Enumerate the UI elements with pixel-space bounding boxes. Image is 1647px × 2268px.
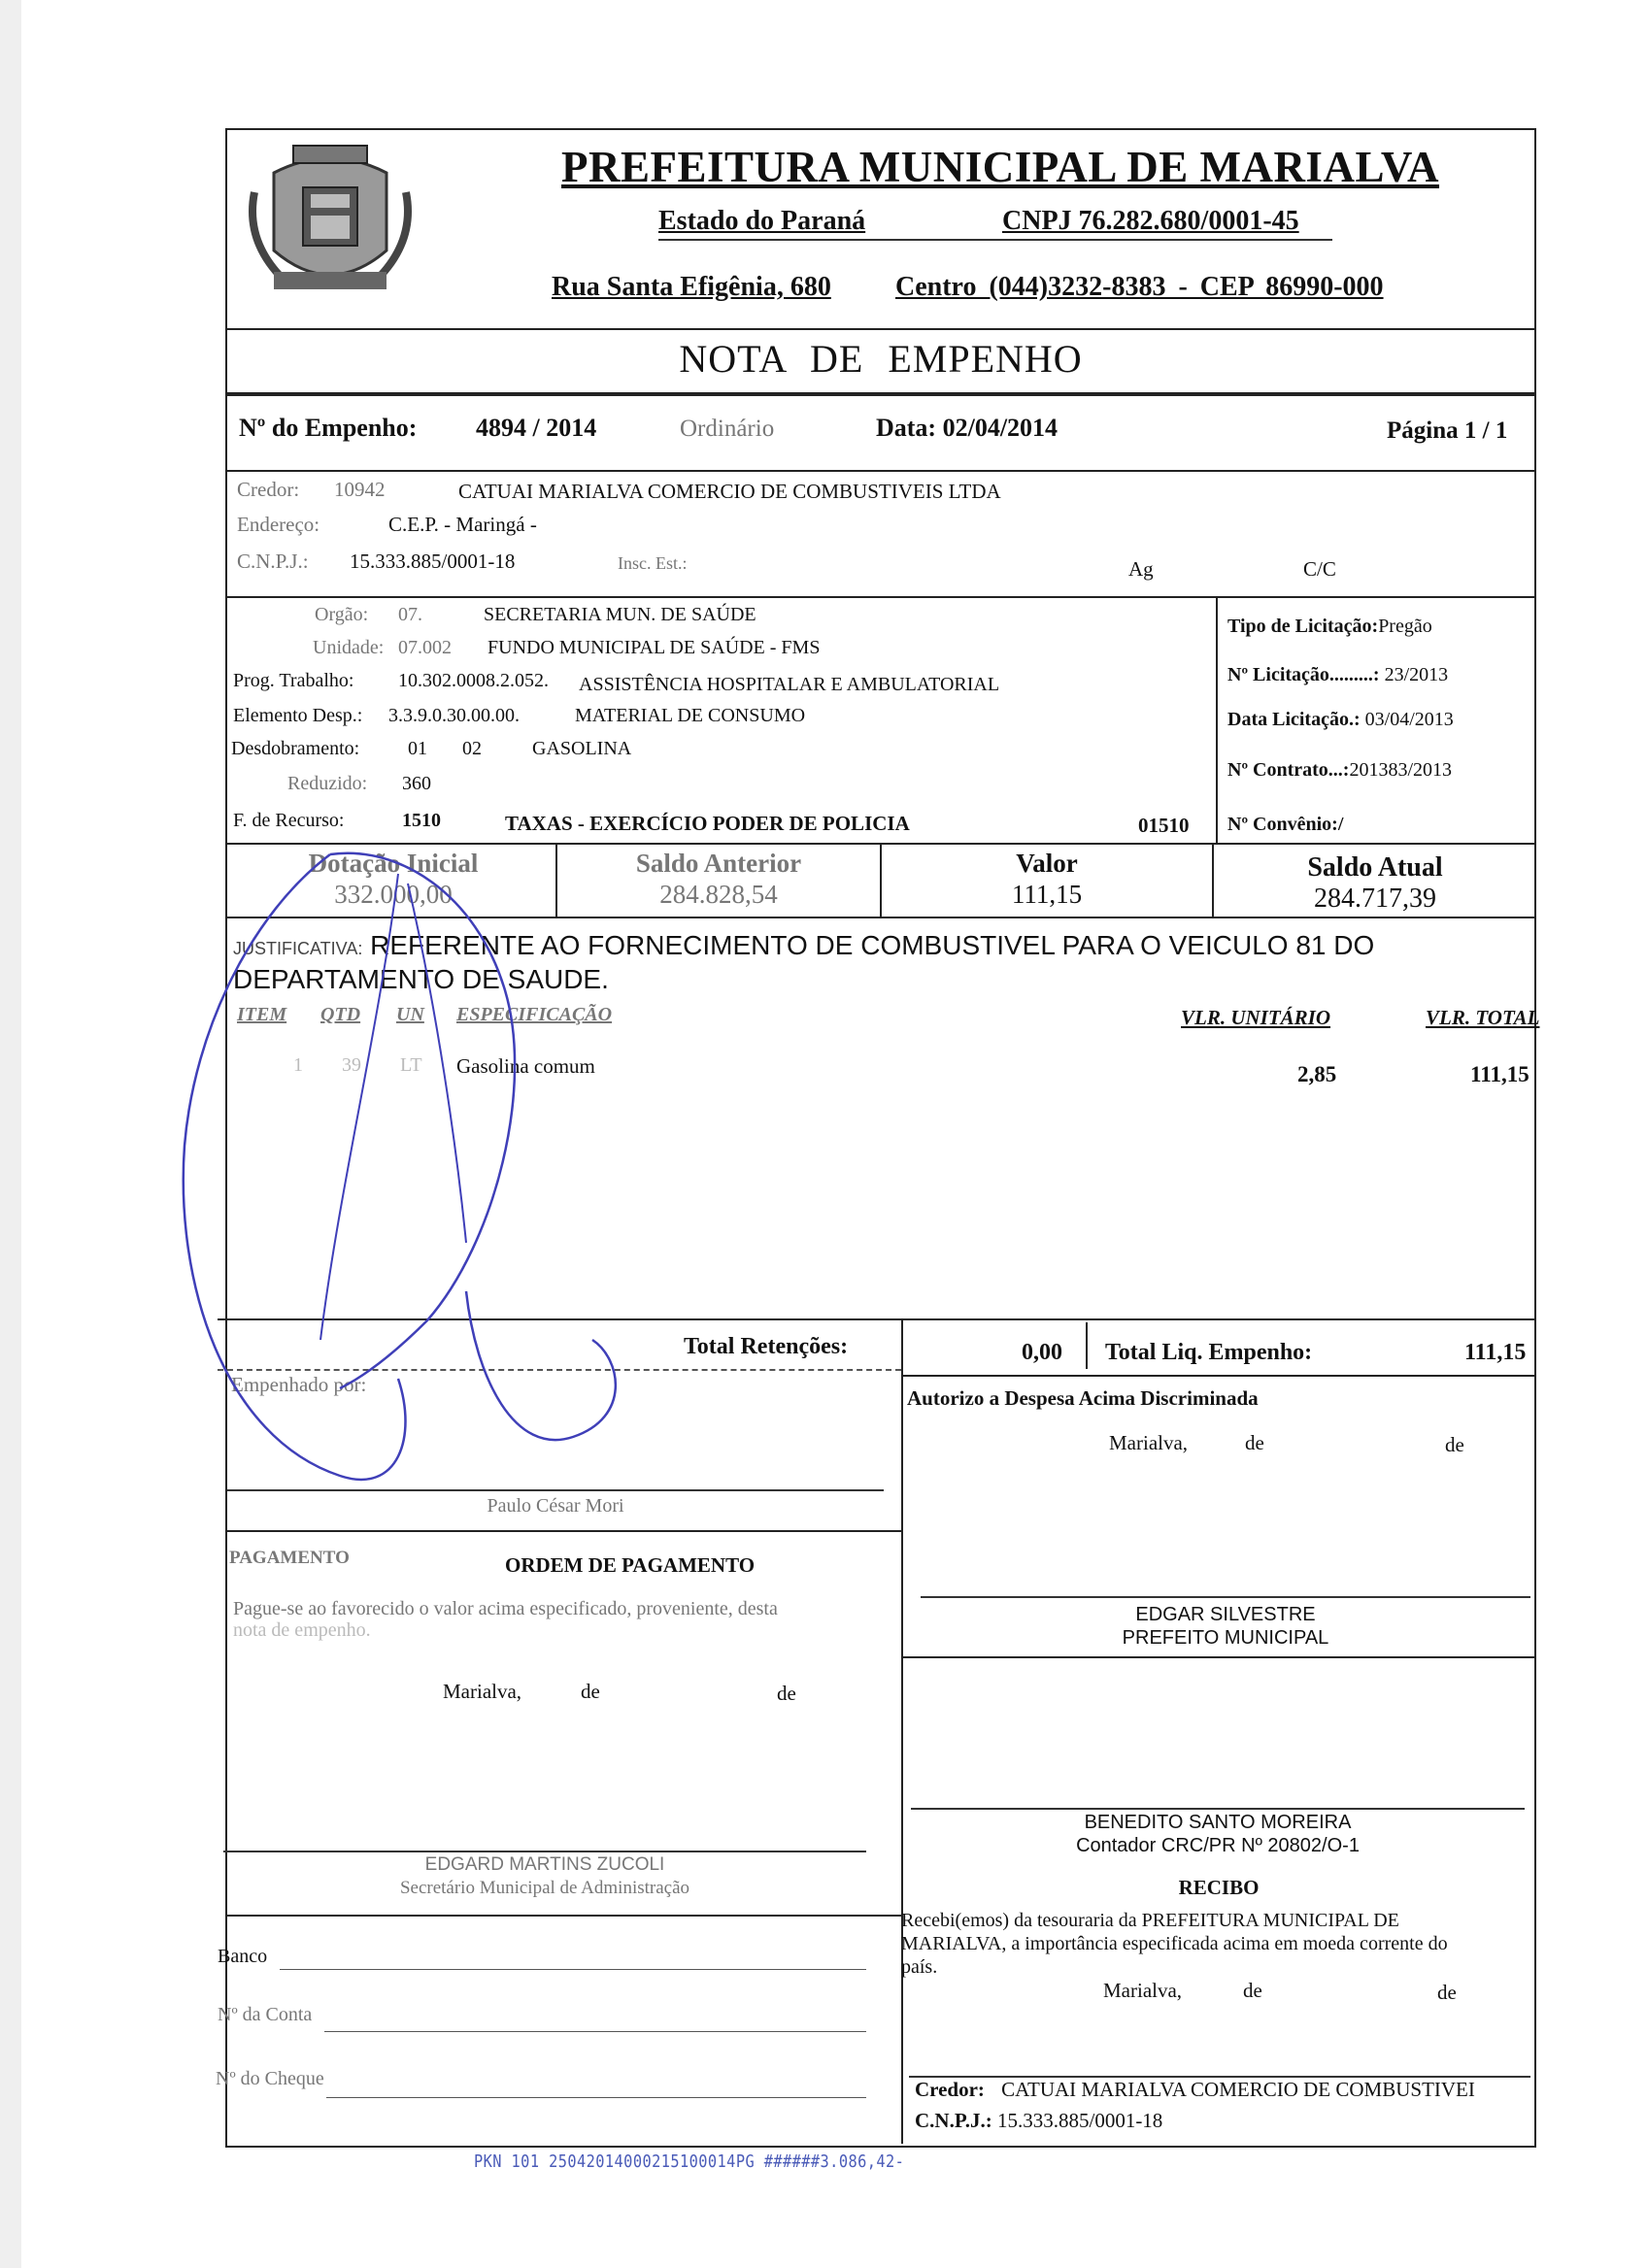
empenhado-label: Empenhado por: [231,1373,367,1396]
fonte-desc: TAXAS - EXERCÍCIO PODER DE POLICIA [505,812,910,835]
empenho-number-label: Nº do Empenho: [239,414,418,442]
valor-value: 111,15 [1011,880,1083,909]
prog-label: Prog. Trabalho: [233,670,354,691]
credor-name: CATUAI MARIALVA COMERCIO DE COMBUSTIVEIS LTDA [458,480,1001,503]
secretary-signature-line [223,1851,866,1852]
justificativa-line2: DEPARTAMENTO DE SAUDE. [233,964,609,994]
conta-label: Nº da Conta [218,2004,313,2025]
contrato-value: 201383/2013 [1349,759,1453,781]
doc-title: NOTA DE EMPENHO [679,337,1083,381]
scan-edge-shadow [0,0,21,2268]
licitacao-tipo-label [1227,616,1432,638]
banco-line [280,1969,866,1970]
item-row-1-un: LT [400,1054,422,1076]
recibo-title: RECIBO [1178,1876,1260,1899]
desdobramento-b: 02 [462,738,482,759]
elemento-code: 3.3.9.0.30.00.00. [388,705,520,726]
recibo-text-2: MARIALVA, a importância especificada acima em moeda corrente do [901,1933,1448,1954]
recibo-text-1: Recebi(emos) da tesouraria da PREFEITURA MUNICIPAL DE [901,1910,1399,1931]
contrato-label [1227,759,1452,782]
atual-value: 284.717,39 [1314,884,1436,914]
item-row-1-item: 1 [293,1054,303,1076]
municipal-coat-of-arms [235,134,425,305]
unidade-code: 07.002 [398,637,452,658]
cheque-label: Nº do Cheque [216,2068,324,2089]
item-row-1-qtd: 39 [342,1054,361,1076]
pagamento-de-1: de [581,1680,600,1703]
unidade-label: Unidade: [313,637,385,658]
col-header-unit: VLR. UNITÁRIO [1181,1006,1331,1029]
secretary-name: EDGARD MARTINS ZUCOLI [424,1854,665,1875]
justificativa [233,930,1374,995]
elemento-label: Elemento Desp.: [233,705,363,726]
ag-label: Ag [1128,557,1154,581]
recibo-credor-line [915,2078,1475,2102]
licitacao-data-label-text: Data Licitação.: [1227,709,1361,730]
recibo-de-1: de [1243,1979,1262,2002]
address-value: C.E.P. - Maringá - [388,513,537,536]
credor-cnpj: 15.333.885/0001-18 [350,550,516,573]
recibo-cnpj-label: C.N.P.J.: [915,2109,992,2132]
header-cnpj: CNPJ 76.282.680/0001-45 [1002,206,1299,236]
empenho-type: Ordinário [680,416,775,442]
licitacao-data: 03/04/2013 [1364,709,1454,730]
recibo-cnpj-line [915,2109,1162,2133]
pagamento-text-1: Pague-se ao favorecido o valor acima especificado, proveniente, desta [233,1598,778,1619]
rule-credor-bottom [225,596,1536,598]
atual-label: Saldo Atual [1307,852,1443,883]
header-state: Estado do Paraná [658,206,866,236]
desdobramento-label: Desdobramento: [231,738,360,759]
credor-cnpj-label: C.N.P.J.: [237,550,309,573]
valor-label: Valor [1016,849,1078,878]
col-header-spec: ESPECIFICAÇÃO [456,1004,613,1025]
desdobramento-desc: GASOLINA [532,738,632,759]
mayor-role: PREFEITO MUNICIPAL [1122,1627,1329,1649]
cc-label: C/C [1303,557,1336,581]
licitacao-numero-label-text: Nº Licitação.........: [1227,664,1380,685]
header-title: PREFEITURA MUNICIPAL DE MARIALVA [561,143,1440,191]
conta-line [324,2031,866,2032]
autorizo-label: Autorizo a Despesa Acima Discriminada [907,1386,1259,1410]
anterior-value: 284.828,54 [659,880,778,909]
recibo-text-3: país. [901,1956,938,1978]
rule-saldo-bottom [225,917,1536,918]
empenho-number: 4894 / 2014 [476,414,597,442]
item-row-1-unit: 2,85 [1297,1062,1337,1086]
licitacao-data-label [1227,709,1454,731]
accountant-name: BENEDITO SANTO MOREIRA [1084,1812,1352,1833]
item-row-1-spec: Gasolina comum [456,1054,595,1078]
banco-label: Banco [218,1946,268,1967]
rule-totals-bottom [901,1375,1536,1377]
pagamento-place: Marialva, [443,1680,522,1703]
pagamento-text [233,1598,778,1641]
convenio-label: Nº Convênio:/ [1227,814,1344,835]
cheque-line [326,2097,866,2098]
licitacao-numero: 23/2013 [1384,664,1449,685]
bank-authentication-stamp: PKN 101 25042014000215100014PG ######3.086,42- [474,2151,905,2172]
liquido-value: 111,15 [1464,1340,1527,1365]
empenhado-signature-line [227,1489,884,1491]
retencoes-value: 0,00 [1022,1340,1062,1365]
header-street: Rua Santa Efigênia, 680 [552,272,831,302]
credor-code: 10942 [334,478,386,501]
anterior-label: Saldo Anterior [635,849,802,878]
item-row-1-total: 111,15 [1470,1062,1529,1086]
liquido-label: Total Liq. Empenho: [1105,1340,1313,1365]
secretary-role: Secretário Municipal de Administração [399,1878,690,1898]
col-header-qtd: QTD [320,1004,361,1025]
address-label: Endereço: [237,513,320,536]
prog-desc: ASSISTÊNCIA HOSPITALAR E AMBULATORIAL [579,674,1000,695]
fonte-code: 1510 [402,810,441,831]
desdobramento-a: 01 [408,738,427,759]
pagamento-label: PAGAMENTO [229,1548,350,1568]
fonte-label: F. de Recurso: [233,810,345,831]
prog-code: 10.302.0008.2.052. [398,670,549,691]
recibo-place: Marialva, [1103,1979,1183,2002]
accountant-role: Contador CRC/PR Nº 20802/O-1 [1076,1835,1360,1856]
unidade-desc: FUNDO MUNICIPAL DE SAÚDE - FMS [487,637,821,658]
justificativa-label: JUSTIFICATIVA: [233,939,363,958]
rule-secretary-bottom [225,1915,901,1917]
col-header-item: ITEM [237,1004,287,1025]
rule-empenho-bottom [225,470,1536,472]
licitacao-tipo: Pregão [1378,616,1432,637]
header-rule-1 [658,239,1332,241]
justificativa-line1: REFERENTE AO FORNECIMENTO DE COMBUSTIVEL PARA O VEICULO 81 DO [370,930,1375,960]
contrato-label-text: Nº Contrato...: [1227,759,1350,781]
licitacao-tipo-label-text: Tipo de Licitação: [1227,616,1379,637]
rule-header-bottom [225,328,1536,330]
recibo-de-2: de [1437,1981,1457,2004]
mayor-signature-line [921,1596,1530,1598]
empenho-date: Data: 02/04/2014 [876,414,1059,442]
reduzido-label: Reduzido: [287,773,368,794]
dotacao-label: Dotação Inicial [308,849,479,878]
mayor-name: EDGAR SILVESTRE [1135,1604,1316,1625]
reduzido-value: 360 [402,773,431,794]
accountant-signature-line [911,1808,1525,1810]
inscr-est-label: Insc. Est.: [618,553,688,573]
pagamento-text-2: nota de empenho. [233,1619,371,1641]
elemento-desc: MATERIAL DE CONSUMO [575,705,806,726]
recibo-credor-name: CATUAI MARIALVA COMERCIO DE COMBUSTIVEI [1001,2078,1475,2101]
page-indicator: Página 1 / 1 [1387,417,1508,444]
rule-empenhado-bottom [225,1530,901,1532]
rule-items-bottom [218,1318,1536,1320]
autorizo-place: Marialva, [1109,1431,1189,1454]
divider-totals-2 [1086,1322,1088,1369]
orgao-code: 07. [398,604,422,625]
credor-label: Credor: [237,478,300,501]
col-header-total: VLR. TOTAL [1426,1006,1540,1029]
recibo-cnpj: 15.333.885/0001-18 [996,2109,1163,2132]
fonte-full-code: 01510 [1138,814,1190,837]
pagamento-de-2: de [777,1682,796,1705]
ordem-pagamento-title: ORDEM DE PAGAMENTO [505,1553,756,1577]
licitacao-numero-label [1227,664,1448,686]
divider-licitacao [1216,596,1218,845]
empenhado-signer: Paulo César Mori [487,1495,624,1517]
orgao-desc: SECRETARIA MUN. DE SAÚDE [484,604,756,625]
recibo-credor-label: Credor: [915,2078,985,2101]
orgao-label: Orgão: [315,604,369,625]
divider-totals-1 [901,1318,903,2144]
rule-title-bottom [225,392,1536,396]
rule-mayor-bottom [901,1656,1536,1658]
autorizo-de-2: de [1445,1433,1464,1456]
recibo-text [901,1909,1532,1979]
dotacao-value: 332.000,00 [334,880,453,909]
col-header-un: UN [396,1004,424,1025]
rule-totals-left-dashed [218,1369,901,1371]
autorizo-de-1: de [1245,1431,1264,1454]
retencoes-label: Total Retenções: [684,1334,849,1359]
header-district-phone-cep: Centro (044)3232-8383 - CEP 86990-000 [895,272,1384,302]
